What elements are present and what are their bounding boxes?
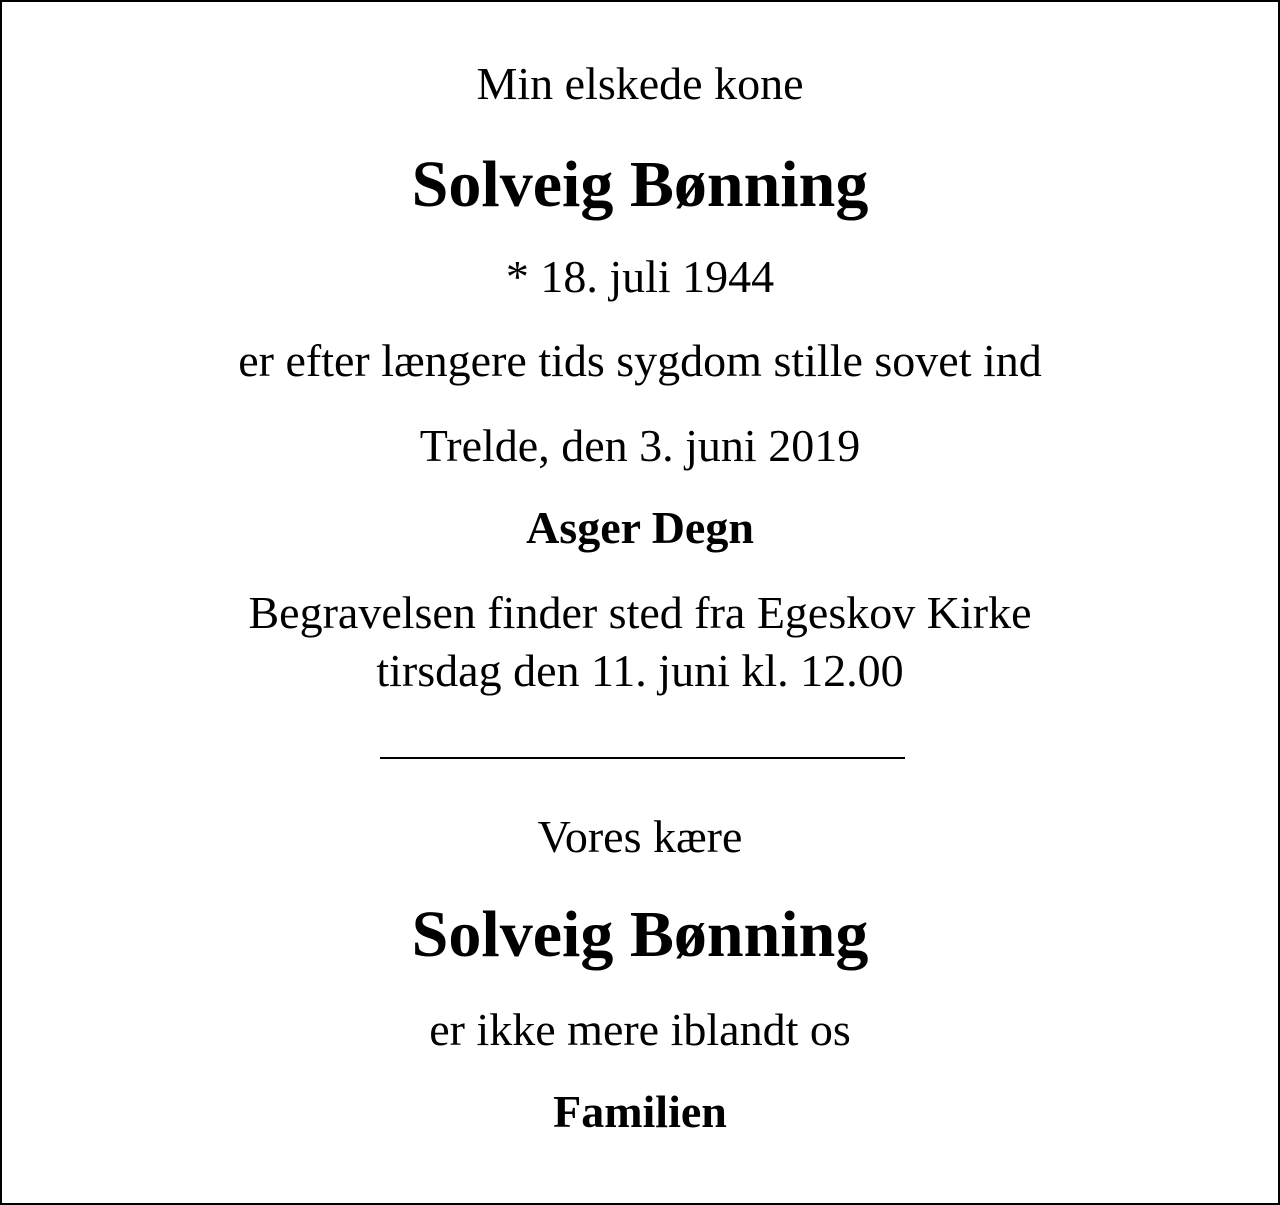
intro-text: Min elskede kone [476, 58, 804, 109]
second-intro-text: Vores kære [537, 811, 743, 862]
deceased-name: Solveig Bønning [411, 148, 869, 221]
place-and-date: Trelde, den 3. juni 2019 [419, 420, 861, 471]
birth-date: * 18. juli 1944 [505, 251, 775, 302]
passing-text: er efter længere tids sygdom stille sovet ind [238, 335, 1042, 386]
second-note-text: er ikke mere iblandt os [429, 1004, 851, 1055]
funeral-location: Begravelsen finder sted fra Egeskov Kirke [248, 587, 1032, 638]
second-signer-name: Familien [553, 1086, 727, 1137]
funeral-time: tirsdag den 11. juni kl. 12.00 [376, 645, 904, 696]
signer-name: Asger Degn [526, 502, 754, 553]
section-divider [380, 757, 905, 759]
second-deceased-name: Solveig Bønning [411, 898, 869, 971]
